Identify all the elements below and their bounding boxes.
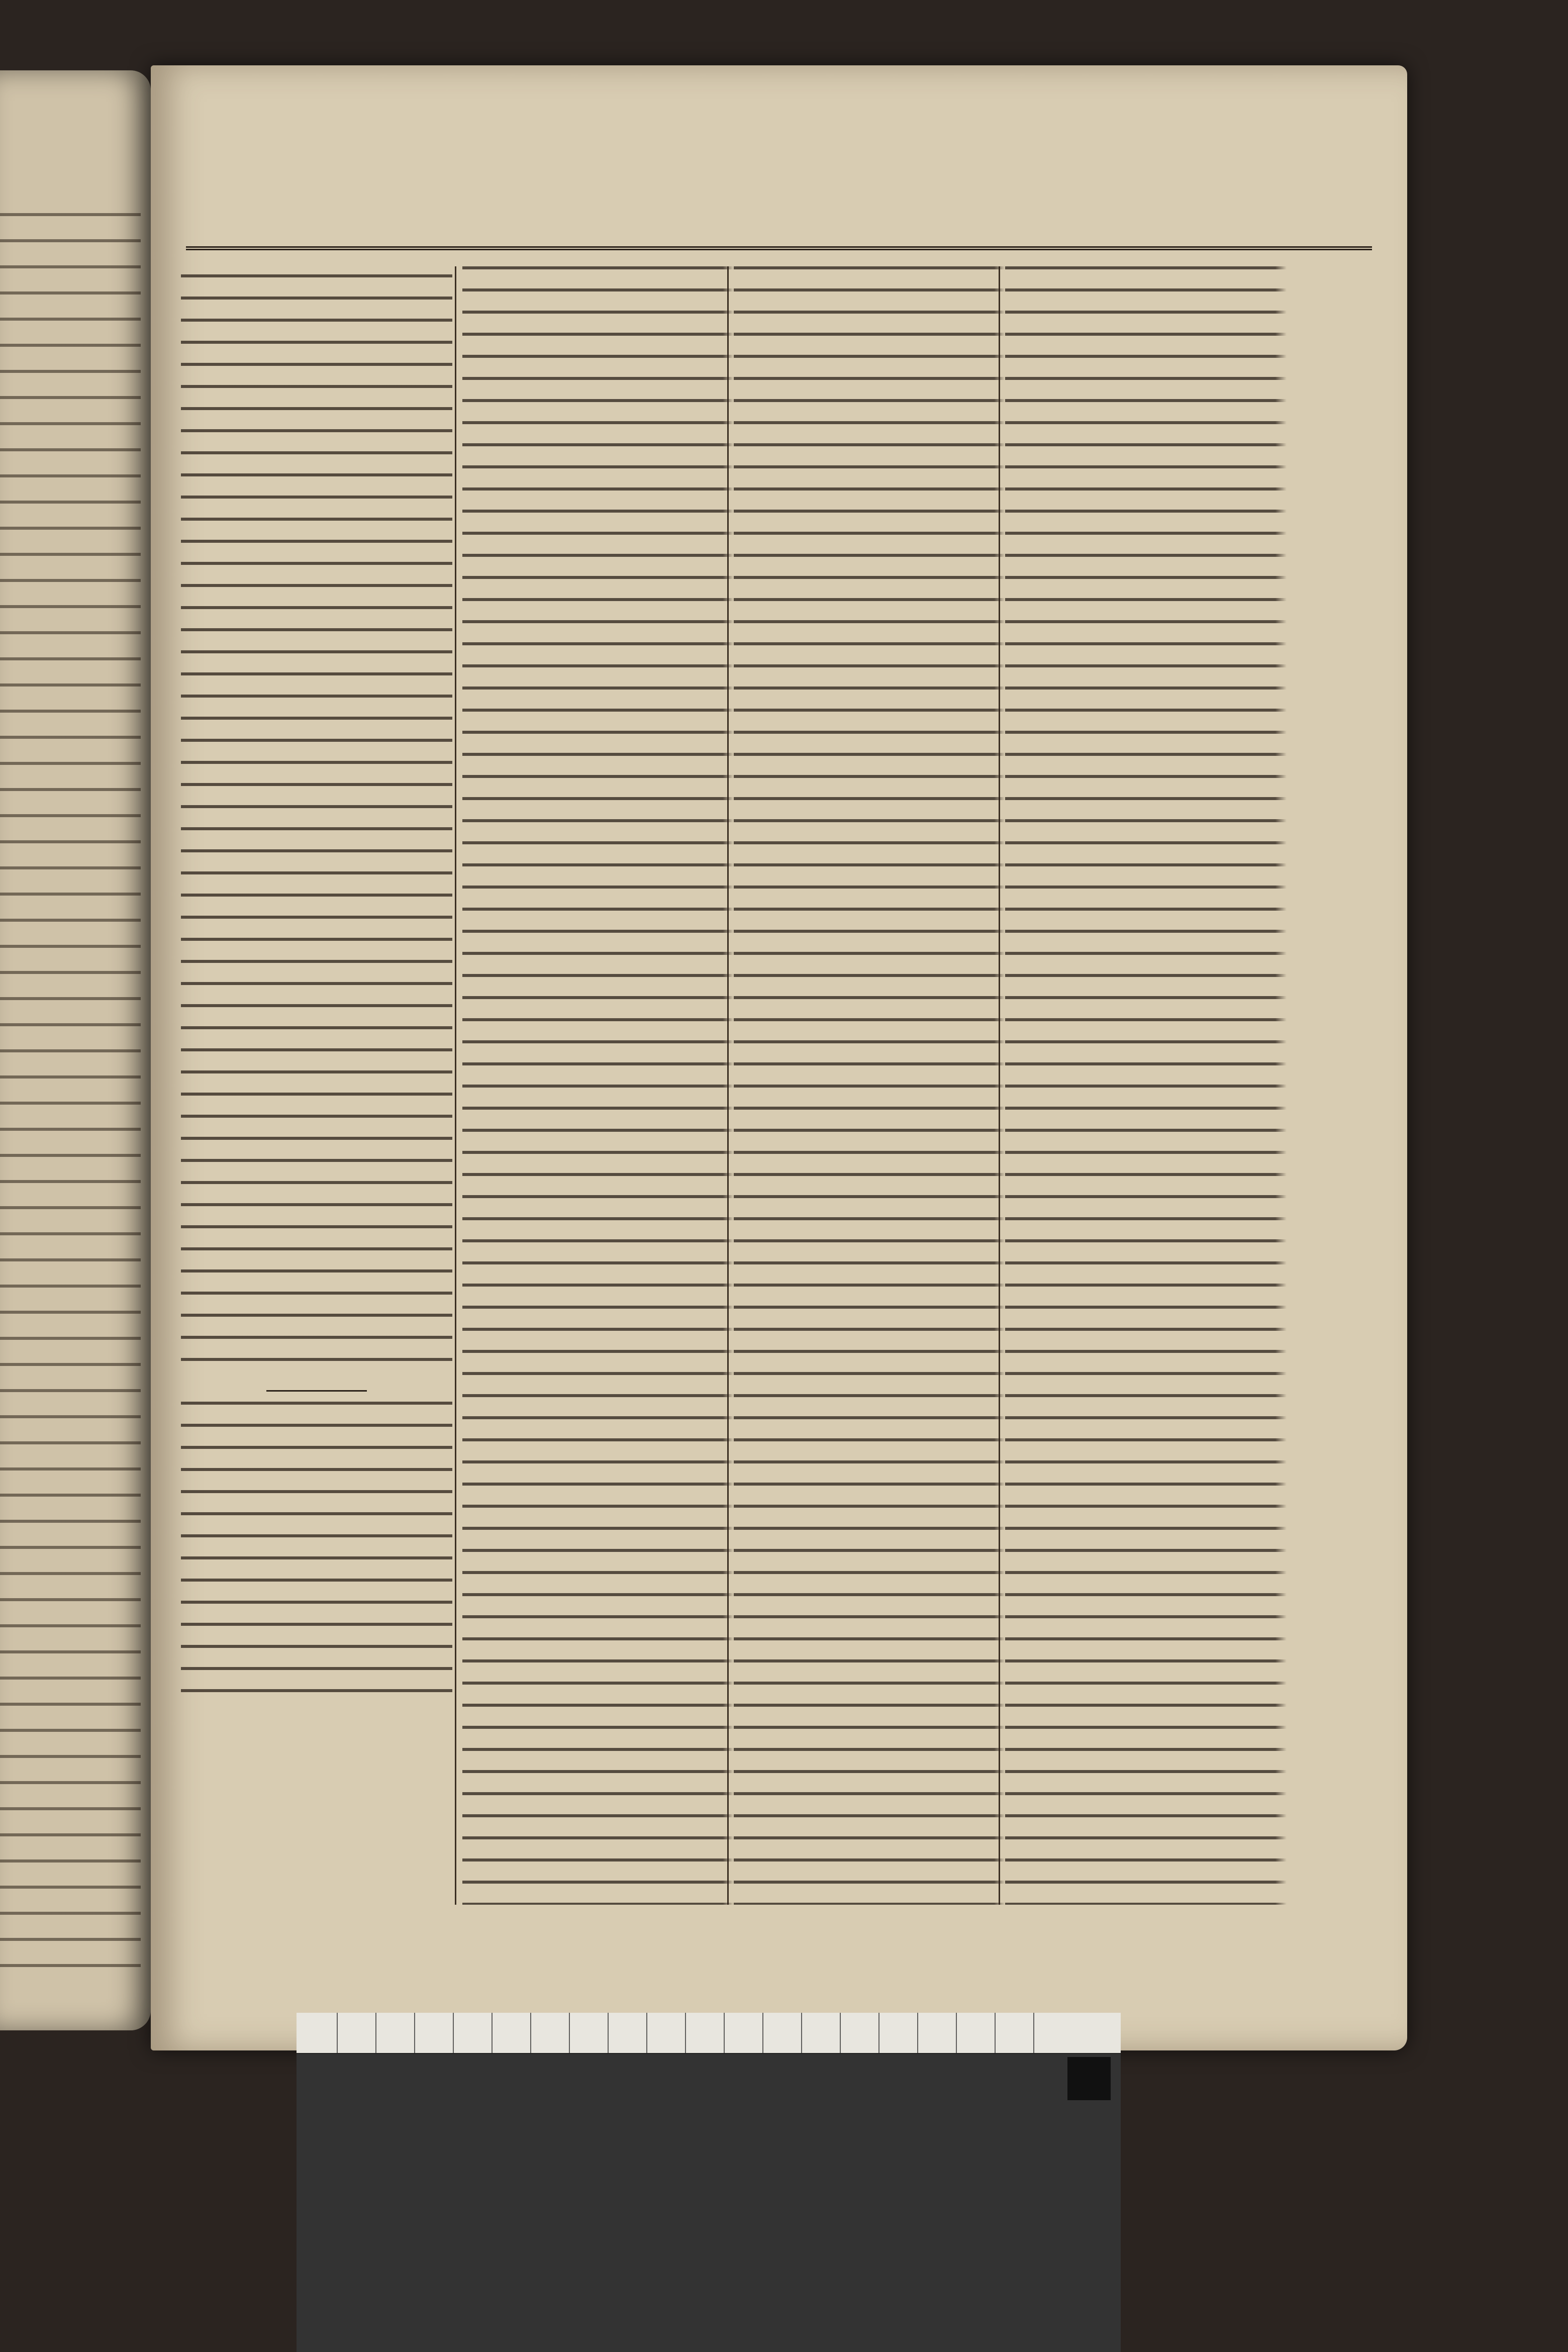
swatch-row-light: [297, 2129, 1121, 2235]
left-facing-page: [0, 70, 151, 2030]
column-text: [734, 266, 1005, 1905]
section-body: [181, 1402, 452, 1693]
brand-logo: [1067, 2057, 1111, 2100]
column-2: [462, 266, 734, 1905]
ruler: [297, 2013, 1121, 2054]
column-4: [1005, 266, 1287, 1905]
swatch-row-dark: [297, 2235, 1121, 2340]
column-text: [1005, 266, 1287, 1905]
column-3: [734, 266, 1005, 1905]
ruler-ticks: [337, 2013, 1070, 2053]
left-page-text-lines: [0, 196, 141, 1980]
column-text: [462, 266, 734, 1905]
column-1: [181, 266, 452, 1905]
masthead: [186, 186, 1372, 250]
article-body: [181, 274, 452, 1380]
swatch-grid: [297, 2129, 1121, 2340]
divider: [266, 1390, 367, 1392]
column-rule: [455, 266, 456, 1905]
newspaper-page: [151, 65, 1407, 2050]
colour-chart: [297, 2013, 1121, 2352]
swatch-labels: [297, 2106, 1121, 2126]
